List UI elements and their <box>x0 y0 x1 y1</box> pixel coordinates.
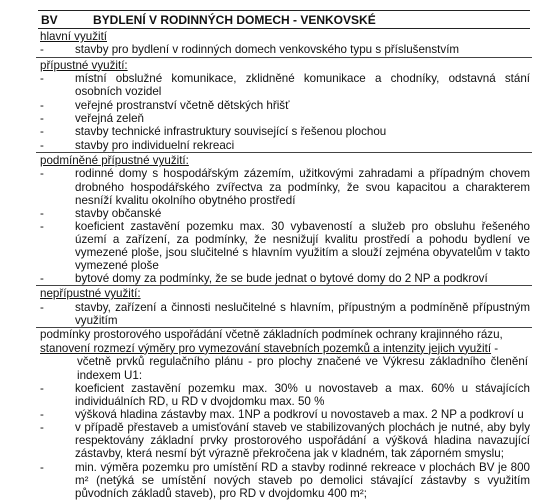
list-item-text: stavby občanské <box>75 206 162 220</box>
dash-marker: - <box>40 138 44 152</box>
list-item-text: bytové domy za podmínky, že se bude jednat o bytové domy do 2 NP a podkroví <box>75 272 488 286</box>
dash-marker: - <box>40 408 44 422</box>
permitted-heading: přípustné využití: <box>40 58 128 72</box>
list-item-text: stavby pro bydlení v rodinných domech venkovského typu s příslušenstvím <box>75 43 460 57</box>
dash-marker: - <box>40 300 44 314</box>
list-item-text: koeficient zastavění pozemku max. 30% u novostaveb a max. 60% u stávajících individuálních RD, u RD v dvojdomku max. 50 % <box>75 381 530 409</box>
list-item <box>38 408 530 421</box>
dash-marker: - <box>40 125 44 139</box>
zone-code: BV <box>41 12 58 27</box>
spatial-conditions-intro <box>38 328 530 382</box>
conditional-list <box>38 167 530 285</box>
conditional-heading: podmíněné přípustné využití: <box>40 154 189 168</box>
list-item-text: veřejné prostranství včetně dětských hřišť <box>75 98 290 112</box>
dash-marker: - <box>40 71 44 85</box>
list-item <box>38 125 530 138</box>
list-item <box>38 99 530 112</box>
list-item <box>38 421 530 460</box>
list-item-text: výšková hladina zástavby max. 1NP a podkroví u novostaveb a max. 2 NP a podkroví u <box>75 408 524 422</box>
spatial-list <box>38 382 530 500</box>
spatial-line-2: stanovení rozmezí výměry pro vymezování stavebních pozemků a intenzity jejich využití <box>40 341 492 355</box>
dash-marker: - <box>40 206 44 220</box>
prohibited-heading: nepřípustné využití: <box>40 287 141 301</box>
list-item-text: místní obslužné komunikace, zklidněné komunikace a chodníky, odstavná stání osobních vozidel <box>75 71 530 99</box>
dash-marker: - <box>40 43 44 57</box>
dash-marker: - <box>40 98 44 112</box>
list-item <box>38 112 530 125</box>
spatial-line-2-rest: - <box>491 341 499 355</box>
main-use-heading: hlavní využití <box>40 30 108 43</box>
list-item-text: stavby technické infrastruktury související s řešenou plochou <box>75 125 387 139</box>
spatial-line-1: podmínky prostorového uspořádání včetně základních podmínek ochrany krajinného rázu, <box>40 328 503 342</box>
dash-marker: - <box>40 112 44 126</box>
list-item-text: stavby pro individuelní rekreaci <box>75 138 235 152</box>
dash-marker: - <box>40 381 44 395</box>
document-page <box>38 10 530 500</box>
dash-marker: - <box>40 167 44 181</box>
zone-title: BYDLENÍ V RODINNÝCH DOMECH - VENKOVSKÉ <box>93 12 376 27</box>
list-item <box>38 139 530 152</box>
list-item <box>38 167 530 206</box>
list-item <box>38 43 530 56</box>
list-item-text: koeficient zastavění pozemku max. 30 vybaveností a služeb pro obsluhu řešeného území a zařízení, za podmínky, že nesnižují kvalitu prostředí a pohodu bydlení ve vymezené ploše, jsou slučitelné s hlavním využitím a slouží zejména obyvatelům v takto vymezené ploše <box>75 219 530 273</box>
dash-marker: - <box>40 460 44 474</box>
list-item <box>38 207 530 220</box>
list-item <box>38 382 530 408</box>
list-item <box>38 272 530 285</box>
list-item <box>38 220 530 272</box>
section-header <box>38 10 530 29</box>
dash-marker: - <box>40 421 44 435</box>
list-item-text: stavby, zařízení a činnosti neslučitelné s hlavním, přípustným a podmíněně přípustným využitím <box>75 300 530 327</box>
list-item-text: rodinné domy s hospodářským zázemím, užitkovými zahradami a případným chovem drobného hospodářského zvířectva za podmínky, že svou kapacitou a charakterem nesníží kvalitu okolního obytného prostředí <box>75 167 530 207</box>
list-item <box>38 72 530 99</box>
list-item-text: min. výměra pozemku pro umístění RD a stavby rodinné rekreace v plochách BV je 800 m² (netýká se umístění nových staveb po demolici stávající zástavby s využitím původních základů staveb), pro RD v dvojdomku 400 m²; <box>75 460 530 500</box>
list-item <box>38 461 530 500</box>
dash-marker: - <box>40 272 44 286</box>
list-item <box>38 301 530 328</box>
spatial-line-3: včetně prvků regulačního plánu - pro plochy značené ve Výkresu základního členění indexem U1: <box>77 355 528 382</box>
list-item-text: v případě přestaveb a umisťování staveb ve stabilizovaných plochách je nutné, aby byly respektovány základní prvky prostorového uspořádání a výšková hladina navazující zástavby, která nesmí být výrazně překročena jak v kladném, tak záporném smyslu; <box>75 421 530 461</box>
list-item-text: veřejná zeleň <box>75 112 144 126</box>
dash-marker: - <box>40 219 44 233</box>
